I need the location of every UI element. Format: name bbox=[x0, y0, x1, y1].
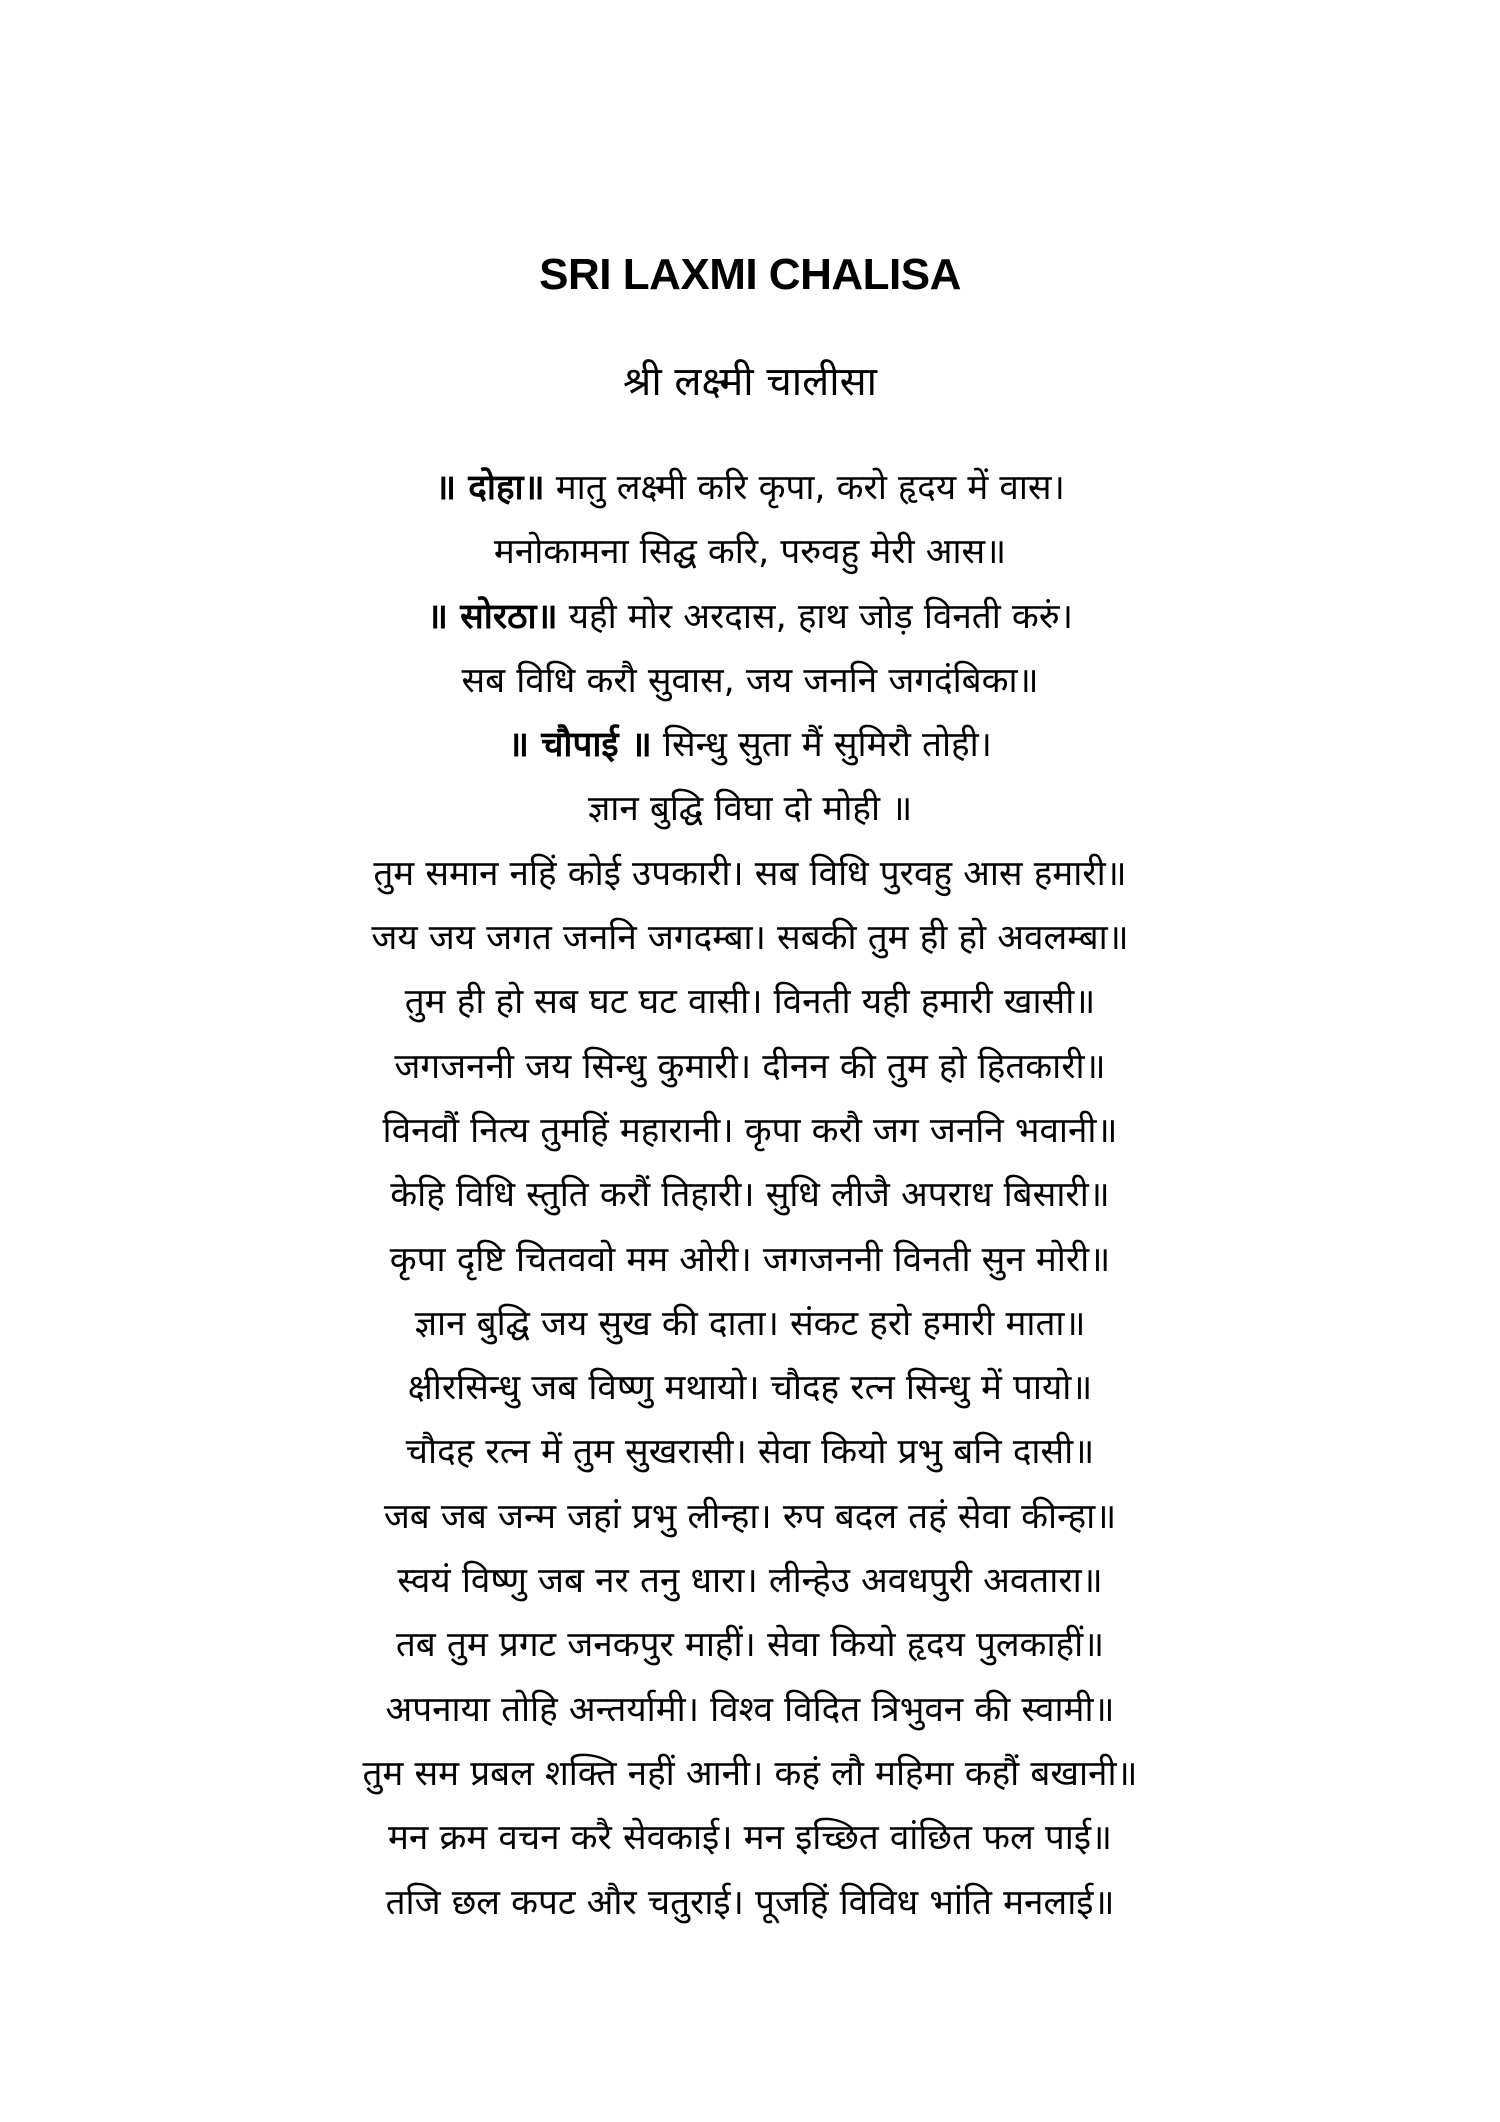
soratha-line-1 bbox=[0, 585, 1500, 649]
doha-line-2: मनोकामना सिद्घ करि, परुवहु मेरी आस॥ bbox=[493, 532, 1007, 573]
soratha-text-1: यही मोर अरदास, हाथ जोड़ विनती करुं। bbox=[568, 596, 1074, 637]
verse-line: अपनाया तोहि अन्तर्यामी। विश्व विदित त्रिभुवन की स्वामी॥ bbox=[385, 1689, 1115, 1730]
chalisa-text bbox=[0, 456, 1500, 1935]
verse-line: क्षीरसिन्धु जब विष्णु मथायो। चौदह रत्न सिन्धु में पायो॥ bbox=[407, 1368, 1093, 1409]
verse-line: तुम समान नहिं कोई उपकारी। सब विधि पुरवहु आस हमारी॥ bbox=[373, 853, 1127, 894]
verse-line: कृपा दृष्टि चितववो मम ओरी। जगजननी विनती सुन मोरी॥ bbox=[389, 1239, 1111, 1280]
doha-line-1 bbox=[0, 456, 1500, 520]
verse-line: केहि विधि स्तुति करौं तिहारी। सुधि लीजै अपराध बिसारी॥ bbox=[390, 1175, 1110, 1216]
verse-line: स्वयं विष्णु जब नर तनु धारा। लीन्हेउ अवधपुरी अवतारा॥ bbox=[397, 1561, 1103, 1602]
verse-line: विनवौं नित्य तुमहिं महारानी। कृपा करौ जग जननि भवानी॥ bbox=[382, 1110, 1118, 1151]
doha-label: ॥ दोहा॥ bbox=[435, 468, 545, 508]
verse-line: चौदह रत्न में तुम सुखरासी। सेवा कियो प्रभु बनि दासी॥ bbox=[405, 1432, 1095, 1473]
soratha-label: ॥ सोरठा॥ bbox=[426, 596, 558, 637]
doha-text-1: मातु लक्ष्मी करि कृपा, करो हृदय में वास। bbox=[555, 468, 1065, 508]
verse-line: ज्ञान बुद्घि जय सुख की दाता। संकट हरो हमारी माता॥ bbox=[414, 1303, 1086, 1344]
verse-line: जय जय जगत जननि जगदम्बा। सबकी तुम ही हो अवलम्बा॥ bbox=[371, 918, 1129, 959]
soratha-line-2: सब विधि करौ सुवास, जय जननि जगदंबिका॥ bbox=[461, 660, 1039, 701]
verse-line: तजि छल कपट और चतुराई। पूजहिं विविध भांति मनलाई॥ bbox=[385, 1882, 1115, 1923]
document-subtitle: श्री लक्ष्मी चालीसा bbox=[623, 359, 877, 405]
document-title: SRI LAXMI CHALISA bbox=[539, 250, 961, 299]
verse-line: तुम सम प्रबल शक्ति नहीं आनी। कहं लौ महिमा कहौं बखानी॥ bbox=[362, 1753, 1138, 1794]
verse-line: जगजननी जय सिन्धु कुमारी। दीनन की तुम हो हितकारी॥ bbox=[394, 1046, 1106, 1087]
chaupai-label: ॥ चौपाई ॥ bbox=[508, 725, 652, 766]
verse-line: तब तुम प्रगट जनकपुर माहीं। सेवा कियो हृदय पुलकाहीं॥ bbox=[395, 1625, 1105, 1666]
chaupai-text-1: सिन्धु सुता मैं सुमिरौ तोही। bbox=[662, 725, 992, 766]
verse-line: तुम ही हो सब घट घट वासी। विनती यही हमारी खासी॥ bbox=[404, 982, 1096, 1023]
verse-line: मन क्रम वचन करै सेवकाई। मन इच्छित वांछित फल पाई॥ bbox=[388, 1818, 1112, 1859]
chaupai-line-1 bbox=[0, 713, 1500, 777]
chaupai-line-2: ज्ञान बुद्घि विघा दो मोही ॥ bbox=[587, 789, 913, 830]
verse-line: जब जब जन्म जहां प्रभु लीन्हा। रुप बदल तहं सेवा कीन्हा॥ bbox=[383, 1496, 1117, 1537]
